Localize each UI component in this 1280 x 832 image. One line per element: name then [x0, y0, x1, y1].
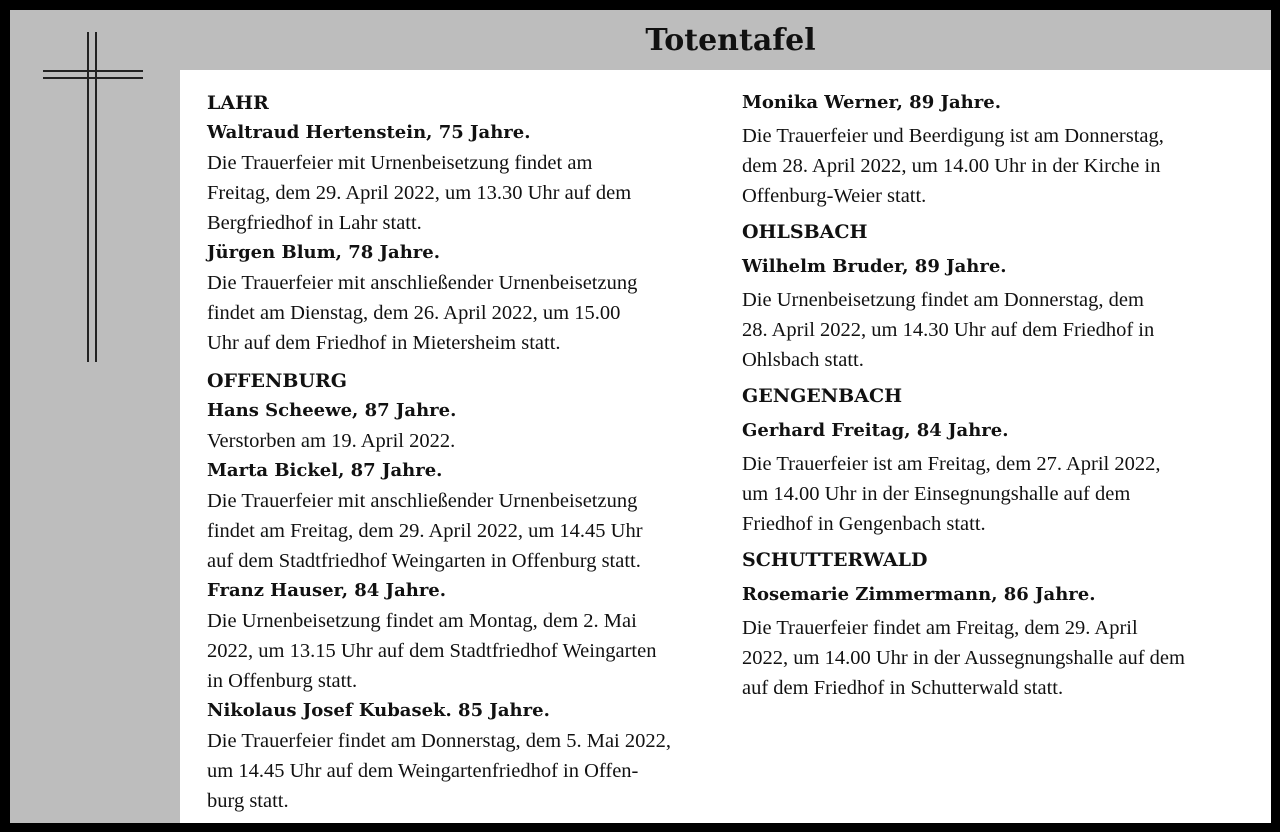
left-column	[207, 88, 722, 816]
section-schutterwald	[742, 545, 1257, 703]
section-offenburg	[207, 366, 722, 816]
city-heading: SCHUTTERWALD	[742, 549, 928, 571]
deceased-name: Monika Werner, 89 Jahre.	[742, 92, 1001, 113]
section-gengenbach	[742, 381, 1257, 539]
funeral-details: Die Urnenbeisetzung findet am Donnerstag, dem 28. April 2022, um 14.30 Uhr auf dem Friedhof in Ohlsbach statt.	[742, 289, 1155, 371]
city-heading: GENGENBACH	[742, 385, 903, 407]
deceased-name: Marta Bickel, 87 Jahre.	[207, 460, 443, 481]
deceased-name: Franz Hauser, 84 Jahre.	[207, 580, 447, 601]
obituary-entry	[207, 238, 722, 358]
obituary-entry	[742, 88, 1257, 211]
obituary-entry	[742, 580, 1257, 703]
deceased-name: Wilhelm Bruder, 89 Jahre.	[742, 256, 1007, 277]
city-heading: OFFENBURG	[207, 370, 348, 392]
obituary-entry	[207, 118, 722, 238]
cross-icon	[10, 10, 180, 370]
deceased-name: Jürgen Blum, 78 Jahre.	[207, 242, 440, 263]
city-heading: OHLSBACH	[742, 221, 868, 243]
deceased-name: Nikolaus Josef Kubasek. 85 Jahre.	[207, 700, 550, 721]
obituary-entry	[207, 576, 722, 696]
section-ohlsbach	[742, 217, 1257, 375]
obituary-entry	[207, 396, 722, 456]
obituary-entry	[742, 252, 1257, 375]
funeral-details: Die Trauerfeier findet am Donnerstag, dem 5. Mai 2022, um 14.45 Uhr auf dem Weingartenfriedhof in Offen- burg statt.	[207, 730, 671, 812]
obituary-entry	[742, 416, 1257, 539]
deceased-name: Gerhard Freitag, 84 Jahre.	[742, 420, 1009, 441]
funeral-details: Die Trauerfeier mit anschließender Urnenbeisetzung findet am Dienstag, dem 26. April 2022, um 15.00 Uhr auf dem Friedhof in Mietersheim statt.	[207, 272, 638, 354]
section-offenburg-continued	[742, 88, 1257, 211]
funeral-details: Die Trauerfeier findet am Freitag, dem 29. April 2022, um 14.00 Uhr in der Aussegnungshalle auf dem auf dem Friedhof in Schutterwald statt.	[742, 617, 1185, 699]
content-panel	[180, 70, 1271, 823]
city-heading: LAHR	[207, 92, 269, 114]
funeral-details: Die Trauerfeier ist am Freitag, dem 27. April 2022, um 14.00 Uhr in der Einsegnungshalle auf dem Friedhof in Gengenbach statt.	[742, 453, 1161, 535]
funeral-details: Die Trauerfeier und Beerdigung ist am Donnerstag, dem 28. April 2022, um 14.00 Uhr in der Kirche in Offenburg-Weier statt.	[742, 125, 1164, 207]
funeral-details: Die Trauerfeier mit anschließender Urnenbeisetzung findet am Freitag, dem 29. April 2022, um 14.45 Uhr auf dem Stadtfriedhof Weingarten in Offenburg statt.	[207, 490, 643, 572]
deceased-name: Rosemarie Zimmermann, 86 Jahre.	[742, 584, 1096, 605]
funeral-details: Die Trauerfeier mit Urnenbeisetzung findet am Freitag, dem 29. April 2022, um 13.30 Uhr auf dem Bergfriedhof in Lahr statt.	[207, 152, 632, 234]
deceased-name: Hans Scheewe, 87 Jahre.	[207, 400, 457, 421]
funeral-details: Verstorben am 19. April 2022.	[207, 430, 456, 452]
section-lahr	[207, 88, 722, 358]
page-title: Totentafel	[645, 22, 816, 58]
right-column	[742, 88, 1257, 709]
obituary-entry	[207, 456, 722, 576]
obituary-board	[10, 10, 1271, 823]
deceased-name: Waltraud Hertenstein, 75 Jahre.	[207, 122, 531, 143]
funeral-details: Die Urnenbeisetzung findet am Montag, dem 2. Mai 2022, um 13.15 Uhr auf dem Stadtfriedhof Weingarten in Offenburg statt.	[207, 610, 657, 692]
obituary-entry	[207, 696, 722, 816]
